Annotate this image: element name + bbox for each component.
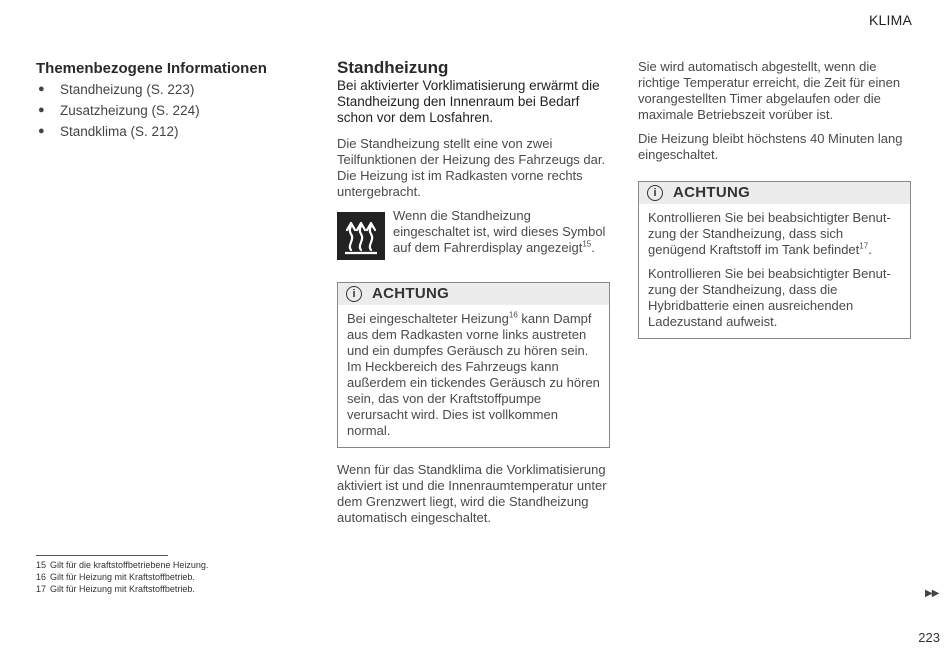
right-column (638, 59, 911, 339)
related-list (36, 79, 286, 142)
symbol-row (337, 208, 610, 260)
related-link-label: Standheizung (S. 223) (60, 82, 195, 97)
related-link-label: Zusatzheizung (S. 224) (60, 103, 200, 118)
symbol-description: Wenn die Standheizung eingeschaltet ist, wird dieses Symbol auf dem Fahrerdisplay angezeigt$^{15}$. (393, 208, 606, 255)
section-title: KLIMA (868, 12, 912, 28)
info-circle-icon: i (346, 286, 362, 302)
warning-text: Bei eingeschalteter Heizung$^{16}$ kann Dampf aus dem Radkasten vorne links austreten und ein dumpfes Geräusch zu hören sein. Im Heckbereich des Fahrzeugs kann außerdem ein tickendes Geräusch zu hören sein, das von der Kraftstoffpumpe verursacht wird. Dies ist vollkommen normal. (347, 310, 600, 438)
info-circle-icon: i (647, 185, 663, 201)
related-info-title: Themenbezogene Informationen (36, 60, 267, 77)
page-number: 223 (918, 630, 940, 645)
warning-header (639, 182, 910, 204)
related-link[interactable] (36, 100, 286, 121)
article-title: Standheizung (337, 58, 449, 77)
warning-label: ACHTUNG (673, 184, 751, 201)
warning-header (338, 283, 609, 305)
bullet-icon: ● (38, 104, 45, 116)
paragraph: Sie wird automatisch abgestellt, wenn die richtige Temperatur erreicht, die Zeit für einen vorangestellten Timer abgelaufen oder die maximale Betriebszeit vorüber ist. (638, 59, 901, 122)
footnote: 16 Gilt für Heizung mit Kraftstoffbetrieb. (36, 572, 195, 582)
paragraph: Wenn für das Standklima die Vorklimatisierung aktiviert ist und die Innenraumtemperatur unter dem Grenzwert liegt, wird die Standheizung automatisch eingeschaltet. (337, 462, 607, 525)
bullet-icon: ● (38, 83, 45, 95)
related-link-label: Standklima (S. 212) (60, 124, 179, 139)
warning-label: ACHTUNG (372, 285, 450, 302)
double-arrow-right-icon[interactable]: ▶▶ (925, 588, 939, 599)
related-link[interactable] (36, 79, 286, 100)
footnotes (36, 555, 336, 595)
footnote: 17 Gilt für Heizung mit Kraftstoffbetrieb. (36, 584, 195, 594)
bullet-icon: ● (38, 125, 45, 137)
main-column (337, 58, 610, 526)
warning-box (638, 181, 911, 339)
related-info (36, 60, 286, 142)
paragraph: Die Heizung bleibt höchstens 40 Minuten lang eingeschaltet. (638, 131, 903, 162)
footnote-ref[interactable]: 16 (508, 310, 518, 320)
heater-symbol-icon (337, 212, 385, 260)
footnote-divider (36, 555, 168, 556)
warning-text: Kontrollieren Sie bei beabsichtigter Benutzung der Standheizung, dass sich genügend Kraftstoff im Tank befindet$^{17}$. (648, 210, 891, 257)
footnote-ref[interactable]: 17 (859, 241, 869, 251)
footnote: 15 Gilt für die kraftstoffbetriebene Heizung. (36, 560, 209, 570)
paragraph: Die Standheizung stellt eine von zwei Teilfunktionen der Heizung des Fahrzeugs dar. Die Heizung ist im Radkasten vorne rechts untergebracht. (337, 136, 606, 199)
warning-body (338, 305, 609, 447)
warning-body (639, 204, 910, 338)
footnote-ref[interactable]: 15 (582, 239, 592, 249)
related-link[interactable] (36, 121, 286, 142)
article-lead: Bei aktivierter Vorklimatisierung erwärmt die Standheizung den Innenraum bei Bedarf schon vor dem Losfahren. (337, 78, 600, 125)
warning-text: Kontrollieren Sie bei beabsichtigter Benutzung der Standheizung, dass die Hybridbatterie einen ausreichenden Ladezustand aufweist. (648, 266, 891, 329)
warning-box (337, 282, 610, 448)
